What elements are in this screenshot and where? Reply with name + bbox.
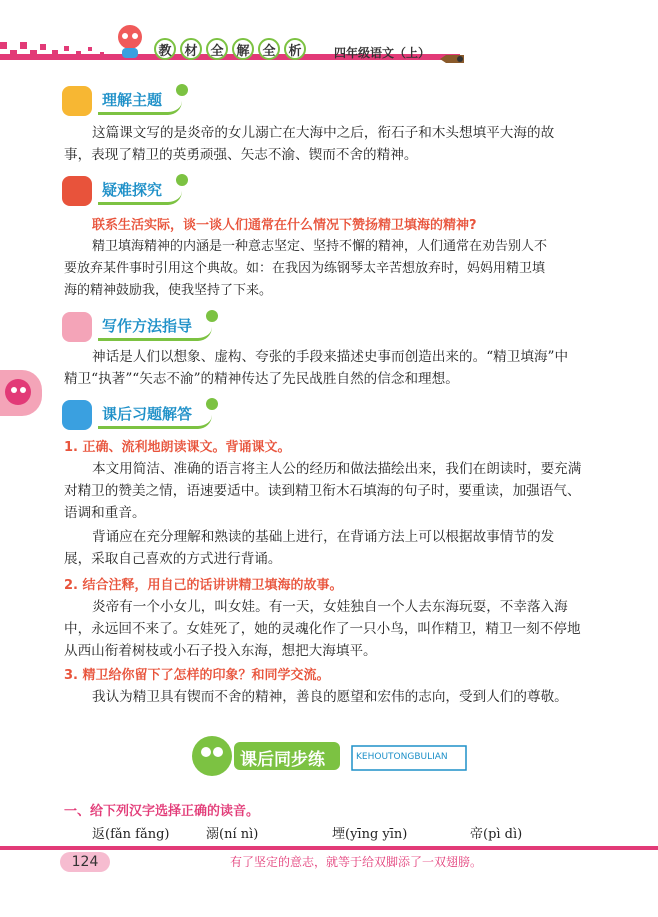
pinyin-option: 帝(pì dì) — [470, 827, 523, 842]
exercise-question-2: 2. 结合注释，用自己的话讲讲精卫填海的故事。 — [64, 578, 343, 593]
exercise-2-line: 从西山衔着树枝或小石子投入东海，想把大海填平。 — [64, 643, 377, 659]
practice-banner — [190, 732, 470, 778]
banner-title: 课后同步练 — [240, 750, 325, 770]
exercise-question-1: 1. 正确、流利地朗读课文。背诵课文。 — [64, 440, 291, 455]
section-title: 疑难探究 — [98, 177, 182, 205]
pinyin-option: 堙(yīng yīn) — [332, 827, 408, 842]
footer-line — [0, 846, 658, 850]
girl-icon — [62, 312, 92, 342]
exercise-2-line: 中，永远回不来了。女娃死了，她的灵魂化作了一只小鸟，叫作精卫，精卫一刻不停地 — [64, 621, 581, 637]
pinyin-option: 溺(ní nì) — [206, 827, 259, 842]
side-tab-mascot — [0, 370, 42, 416]
robot-icon — [62, 400, 92, 430]
footer-motto: 有了坚定的意志，就等于给双脚添了一双翅膀。 — [230, 855, 483, 869]
pinyin-option: 返(fǎn fǎng) — [92, 827, 170, 842]
writing-line-2: 精卫“执著”“矢志不渝”的精神传达了先民战胜自然的信念和理想。 — [64, 371, 459, 387]
exercise-3-line: 我认为精卫具有锲而不舍的精神，善良的愿望和宏伟的志向，受到人们的尊敬。 — [92, 689, 568, 705]
header-title-char: 全 — [206, 38, 228, 60]
explore-question: 联系生活实际，谈一谈人们通常在什么情况下赞扬精卫填海的精神? — [92, 218, 477, 233]
exercise-question-3: 3. 精卫给你留下了怎样的印象？和同学交流。 — [64, 668, 330, 683]
exercise-1-line: 展，采取自己喜欢的方式进行背诵。 — [64, 551, 282, 567]
exercise-1-line: 语调和重音。 — [64, 505, 146, 521]
header-title-char: 析 — [284, 38, 306, 60]
section-theme-header — [62, 88, 182, 114]
section-writing-header — [62, 314, 212, 340]
section-title: 理解主题 — [98, 87, 182, 115]
green-dot-icon — [176, 84, 188, 96]
theme-line-2: 事，表现了精卫的英勇顽强、矢志不渝、锲而不舍的精神。 — [64, 147, 418, 163]
exercise-1-line: 本文用简洁、准确的语言将主人公的经历和做法描绘出来，我们在朗读时，要充满 — [92, 461, 582, 477]
section-exercises-header — [62, 402, 212, 428]
banner-pinyin: KEHOUTONGBULIAN — [356, 752, 448, 762]
section-explore-header — [62, 178, 182, 204]
header-title-char: 全 — [258, 38, 280, 60]
pencil-icon — [440, 48, 464, 56]
explore-line-1: 精卫填海精神的内涵是一种意志坚定、坚持不懈的精神，人们通常在劝告别人不 — [92, 239, 548, 254]
writing-line-1: 神话是人们以想象、虚构、夸张的手段来描述史事而创造出来的。“精卫填海”中 — [92, 349, 569, 365]
character-icon — [62, 86, 92, 116]
green-dot-icon — [206, 310, 218, 322]
section-title: 写作方法指导 — [98, 313, 212, 341]
section-title: 课后习题解答 — [98, 401, 212, 429]
theme-line-1: 这篇课文写的是炎帝的女儿溺亡在大海中之后，衔石子和木头想填平大海的故 — [92, 125, 555, 141]
header-title-char: 解 — [232, 38, 254, 60]
green-dot-icon — [206, 398, 218, 410]
practice-question-title: 一、给下列汉字选择正确的读音。 — [64, 804, 260, 819]
page-number: 124 — [60, 852, 110, 872]
explore-line-2: 要放弃某件事时引用这个典故。如：在我因为练钢琴太辛苦想放弃时，妈妈用精卫填 — [64, 261, 546, 276]
grade-label: 四年级语文（上） — [334, 46, 431, 60]
explore-line-3: 海的精神鼓励我，使我坚持了下来。 — [64, 283, 273, 298]
mascot-logo — [112, 22, 148, 60]
book-icon — [62, 176, 92, 206]
header-title-char: 教 — [154, 38, 176, 60]
header-title-char: 材 — [180, 38, 202, 60]
exercise-1-line: 对精卫的赞美之情，语速要适中。读到精卫衔木石填海的句子时，要重读，加强语气、 — [64, 483, 581, 499]
exercise-1-line: 背诵应在充分理解和熟读的基础上进行，在背诵方法上可以根据故事情节的发 — [92, 529, 555, 545]
exercise-2-line: 炎帝有一个小女儿，叫女娃。有一天，女娃独自一个人去东海玩耍，不幸落入海 — [92, 599, 568, 615]
header-bar — [0, 54, 658, 60]
green-dot-icon — [176, 174, 188, 186]
